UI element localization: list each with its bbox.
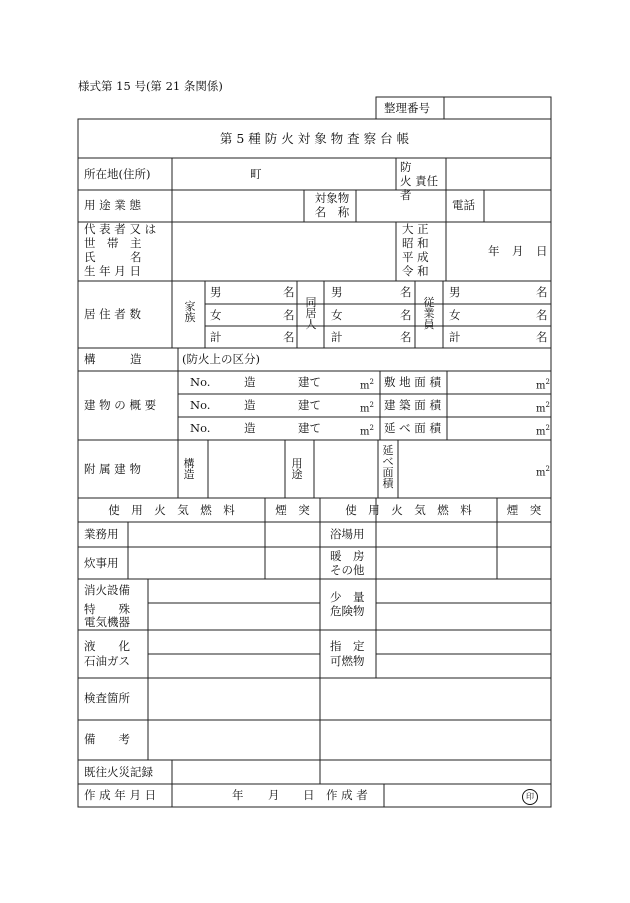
annex-floor-area-label: 延べ面積 xyxy=(382,444,394,490)
fire-officer-label: 防 火 責任者 xyxy=(400,160,439,202)
building-summary-label: 建 物 の 概 要 xyxy=(84,398,157,412)
usage-label: 用 途 業 態 xyxy=(84,198,141,212)
family-label: 家族 xyxy=(184,300,196,324)
chimney-header: 煙 突 xyxy=(275,503,310,517)
target-name-label: 対象物 名 称 xyxy=(314,191,350,219)
fuel-header: 使 用 火 気 燃 料 xyxy=(108,503,235,517)
creator-label: 作 成 者 xyxy=(326,788,368,802)
employee-label: 従業員 xyxy=(423,296,435,331)
reg-number-label: 整理番号 xyxy=(384,101,430,115)
fire-zone-note: (防火上の区分) xyxy=(182,352,260,366)
bath-use-label: 浴場用 xyxy=(330,527,365,541)
inspection-label: 検査箇所 xyxy=(84,691,130,705)
seal-mark: 印 xyxy=(522,789,538,805)
annex-building-label: 附 属 建 物 xyxy=(84,462,141,476)
created-date-label: 作 成 年 月 日 xyxy=(84,788,157,802)
form-title: 第 5 種 防 火 対 象 物 査 察 台 帳 xyxy=(219,131,410,146)
phone-label: 電話 xyxy=(452,198,475,212)
remarks-label: 備 考 xyxy=(84,732,130,746)
extinguisher-label: 消火設備 xyxy=(84,583,130,597)
form-number: 様式第 15 号(第 21 条関係) xyxy=(78,79,223,93)
annex-structure-label: 構造 xyxy=(183,457,195,481)
annex-area-unit: $m^2$ xyxy=(536,465,550,479)
inspection-ledger-form: 様式第 15 号(第 21 条関係) 整理番号 第 5 種 防 火 対 象 物 査 察 台 帳 所在地(住所) 町 防 火 責任者 用 途 業 態 対象物 名 称 電話 代 表 者 又 は 世 帯 主 氏 名 生 年 月 日 大 正 昭 和 平 成 令 和 年 月 日 居 住 者 数 家族 同居人 従業員 男 名 女 名 計 名 男 名 女 名 計 名 男 名 女 名 計 名 構 造 (防火上の区分) 建 物 の 概 要 No. 造 建て $m^2$ No. 造 建て $m^2$ No. 造 建て $m^2$ 敷 地 面 積 建 築 面 積 延 べ 面 積 $m^2$ $m^2$ $m^2$ 附 属 建 物 構造 用途 延べ面積 $m^2$ 使 用 火 気 燃 料 煙 突 使 用 火 気 燃 料 煙 突 業務用 炊事用 浴場用 暖 房 その他 消火設備 特 殊 電気機器 液 化 石油ガス 少 量 危険物 指 定 可燃物 検査箇所 備 考 既往火災記録 作 成 年 月 日 年 月 日 作 成 者 印 xyxy=(0,0,630,903)
cohabitant-label: 同居人 xyxy=(305,296,317,331)
cooking-use-label: 炊事用 xyxy=(84,556,119,570)
town-label: 町 xyxy=(250,167,262,181)
business-use-label: 業務用 xyxy=(84,527,119,541)
residents-label: 居 住 者 数 xyxy=(84,307,141,321)
location-label: 所在地(住所) xyxy=(84,167,151,181)
fuel-header: 使 用 火 気 燃 料 xyxy=(345,503,472,517)
fire-history-label: 既往火災記録 xyxy=(84,765,153,779)
structure-label: 構 造 xyxy=(84,352,142,366)
chimney-header: 煙 突 xyxy=(506,503,542,517)
annex-usage-label: 用途 xyxy=(291,457,303,481)
